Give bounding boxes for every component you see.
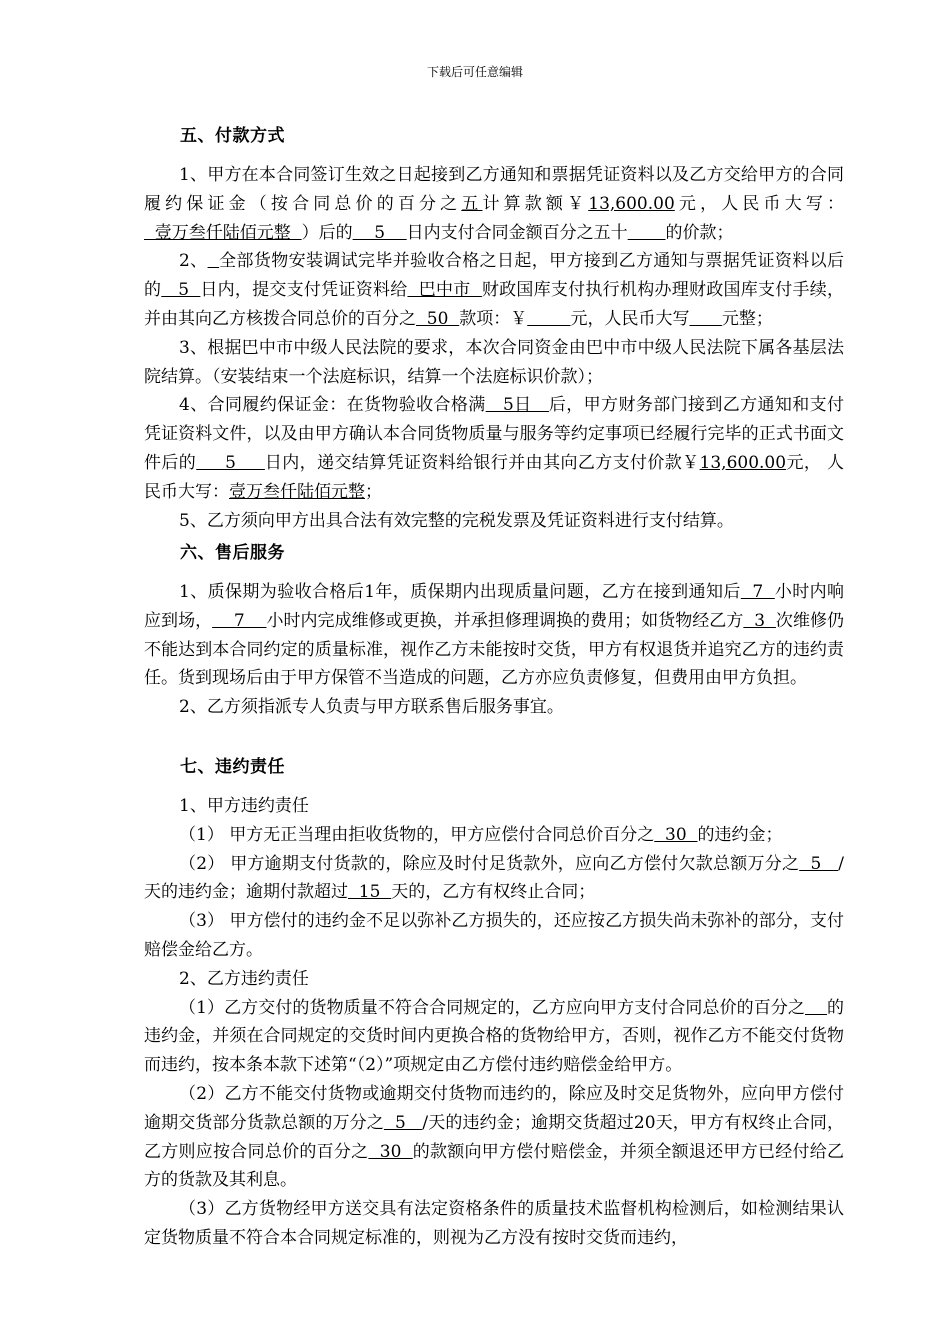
paragraph-payment-4: 4、合同履约保证金：在货物验收合格满 5日 后，甲方财务部门接到乙方通知和支付凭证资料文件，以及由甲方确认本合同货物质量与服务等约定事项已经履行完毕的正式书面文件后的 5 日内，递交结算凭证资料给银行并由其向乙方支付价款￥13,600.00元， 人民币大写：壹万叁仟陆佰元整； <box>144 395 845 502</box>
section-title-payment: 五、付款方式 <box>180 126 285 146</box>
section-after-sales-body <box>144 578 844 722</box>
paragraph-payment-5: 5、乙方须向甲方出具合法有效完整的完税发票及凭证资料进行支付结算。 <box>179 510 734 531</box>
paragraph-payment-2: 2、 全部货物安装调试完毕并验收合格之日起，甲方接到乙方通知与票据凭证资料以后的 5 日内，提交支付凭证资料给 巴中市 财政国库支付执行机构办理财政国库支付手续，并由其向乙方核拨合同总价的百分之 50 款项：￥ 元，人民币大写 元整； <box>144 251 845 329</box>
section-liability-body <box>144 792 844 1253</box>
section-title-liability: 七、违约责任 <box>180 757 285 777</box>
paragraph-after-sales-1: 1、质保期为验收合格后1年，质保期内出现质量问题，乙方在接到通知后 7 小时内响应到场， 7 小时内完成维修或更换，并承担修理调换的费用；如货物经乙方 3 次维修仍不能达到本合同约定的质量标准，视作乙方未能按时交货，甲方有权退货并追究乙方的违约责任。货到现场后由于甲方保管不当造成的问题，乙方亦应负责修复，但费用由甲方负担。 <box>144 582 845 689</box>
clause-buyer-1: （1） 甲方无正当理由拒收货物的，甲方应偿付合同总价百分之 30 的违约金； <box>179 824 783 845</box>
subheading-buyer-liability: 1、甲方违约责任 <box>179 796 309 816</box>
page-header: 下载后可任意编辑 <box>426 65 523 79</box>
clause-buyer-2: （2） 甲方逾期支付货款的，除应及时付足货款外，应向乙方偿付欠款总额万分之 5 /天的违约金；逾期付款超过 15 天的，乙方有权终止合同； <box>144 853 845 903</box>
clause-seller-3: （3）乙方货物经甲方送交具有法定资格条件的质量技术监督机构检测后，如检测结果认定货物质量不符合本合同规定标准的，则视为乙方没有按时交货而违约， <box>144 1199 844 1248</box>
clause-seller-2: （2）乙方不能交付货物或逾期交付货物而违约的，除应及时交足货物外，应向甲方偿付逾期交货部分货款总额的万分之 5 /天的违约金；逾期交货超过20天，甲方有权终止合同，乙方则应按合同总价的百分之 30 的款额向甲方偿付赔偿金，并须全额退还甲方已经付给乙方的货款及其利息。 <box>144 1083 845 1191</box>
clause-seller-1: （1）乙方交付的货物质量不符合合同规定的，乙方应向甲方支付合同总价的百分之 的违约金，并须在合同规定的交货时间内更换合格的货物给甲方，否则，视作乙方不能交付货物而违约，按本条本款下述第“（2）”项规定由乙方偿付违约赔偿金给甲方。 <box>144 997 844 1076</box>
paragraph-payment-3: 3、根据巴中市中级人民法院的要求，本次合同资金由巴中市中级人民法院下属各基层法院结算。（安装结束一个法庭标识，结算一个法庭标识价款）； <box>144 337 844 387</box>
paragraph-payment-1: 1、甲方在本合同签订生效之日起接到乙方通知和票据凭证资料以及乙方交给甲方的合同履约保证金（按合同总价的百分之五计算款额￥13,600.00元，人民币大写： 壹万叁仟陆佰元整 ）后的 5 日内支付合同金额百分之五十 的价款； <box>144 165 845 243</box>
subheading-seller-liability: 2、乙方违约责任 <box>179 968 309 989</box>
section-title-after-sales: 六、售后服务 <box>180 543 285 563</box>
section-payment-body <box>144 161 844 535</box>
clause-buyer-3: （3） 甲方偿付的违约金不足以弥补乙方损失的，还应按乙方损失尚未弥补的部分，支付赔偿金给乙方。 <box>144 911 844 960</box>
paragraph-after-sales-2: 2、乙方须指派专人负责与甲方联系售后服务事宜。 <box>179 697 564 718</box>
